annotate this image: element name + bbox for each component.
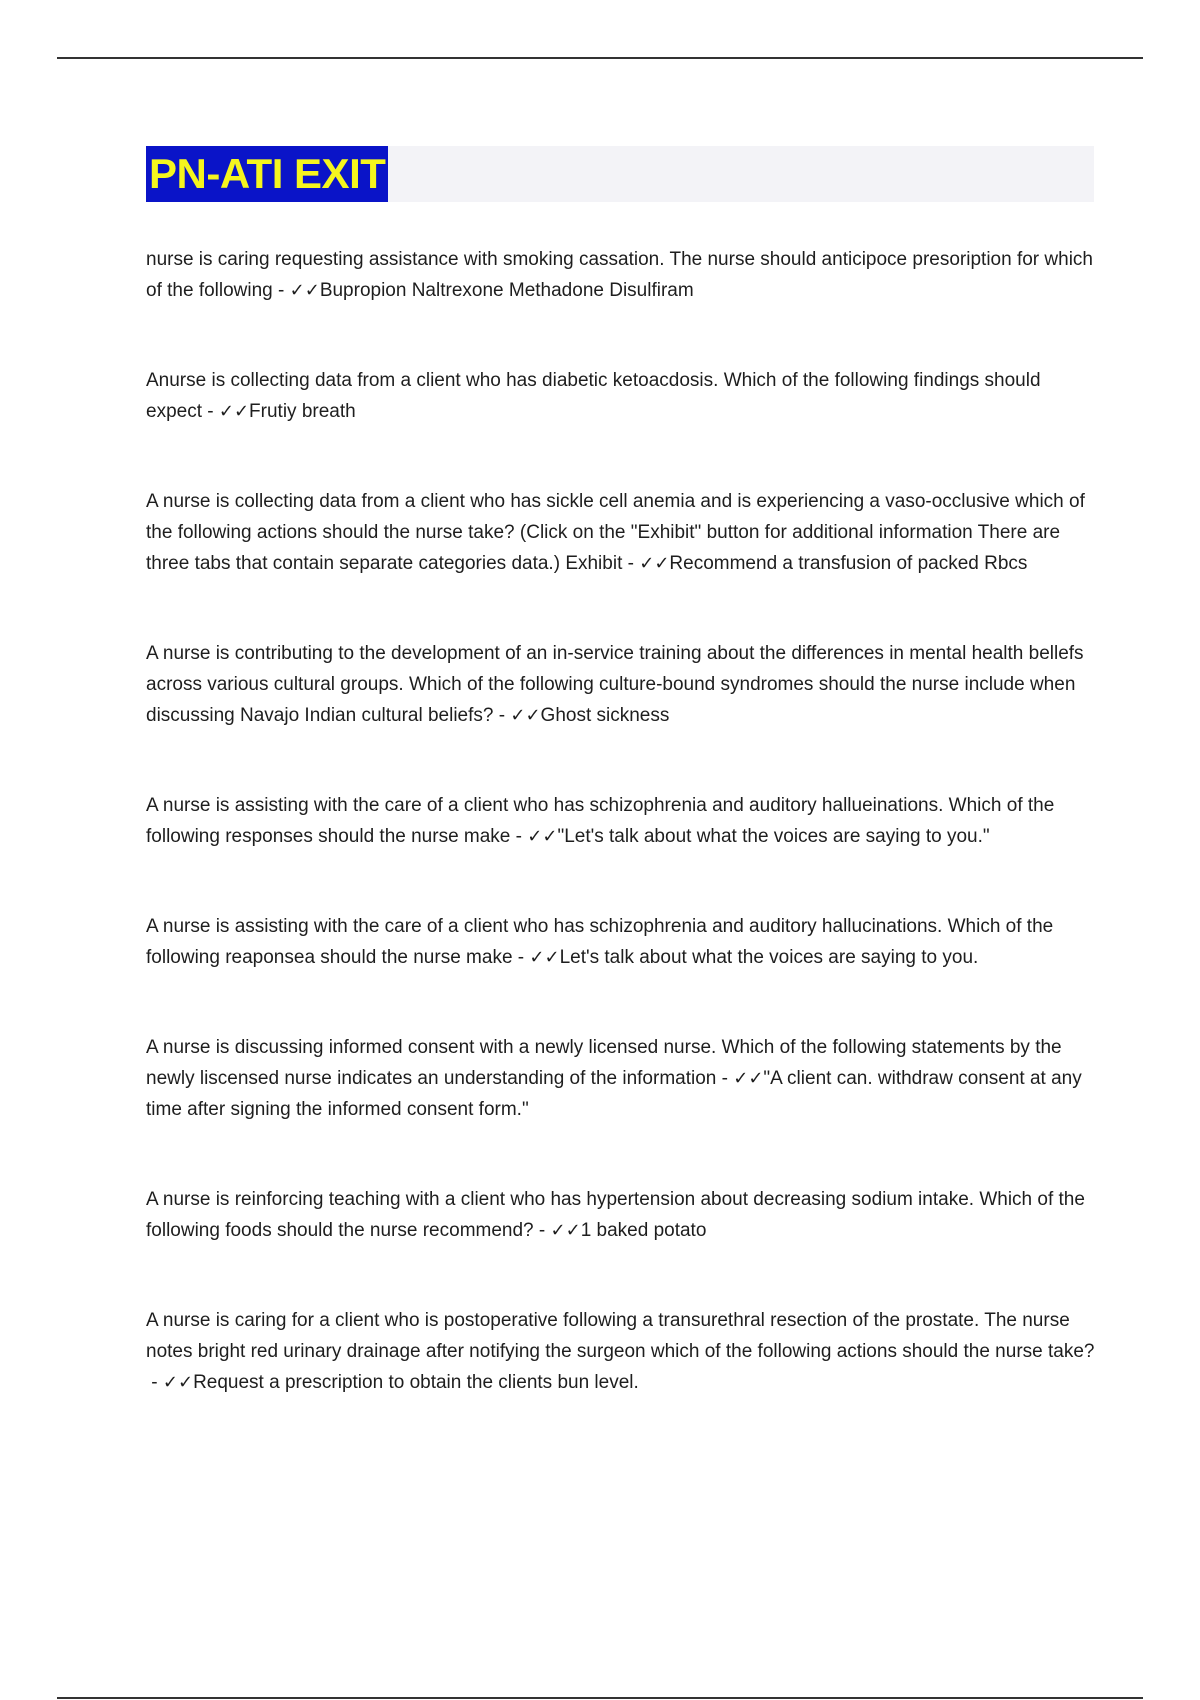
- separator: -: [622, 553, 640, 574]
- check-mark-icon: ✓✓: [733, 1068, 764, 1089]
- separator: -: [716, 1068, 734, 1089]
- answer-text: Recommend a transfusion of packed Rbcs: [669, 553, 1028, 574]
- separator: -: [512, 947, 530, 968]
- separator: -: [533, 1220, 551, 1241]
- answer-text: Bupropion Naltrexone Methadone Disulfiram: [319, 280, 694, 301]
- question-text: A nurse is assisting with the care of a client who has schizophrenia and auditory hallueinations. Which of the following responses should the nurse make: [146, 795, 1055, 847]
- check-mark-icon: ✓✓: [218, 401, 250, 422]
- qa-item: [146, 638, 1096, 731]
- check-mark-icon: ✓✓: [289, 280, 320, 301]
- qa-item: [146, 1184, 1096, 1246]
- separator: -: [146, 1372, 163, 1393]
- check-mark-icon: ✓✓: [510, 705, 541, 726]
- answer-text: 1 baked potato: [580, 1220, 707, 1241]
- question-text: A nurse is reinforcing teaching with a client who has hypertension about decreasing sodium intake. Which of the following foods should the nurse recommend?: [146, 1189, 1085, 1241]
- question-text: A nurse is caring for a client who is postoperative following a transurethral resection of the prostate. The nurse notes bright red urinary drainage after notifying the surgeon which of the following actions should the nurse take?: [146, 1310, 1095, 1362]
- answer-text: "Let's talk about what the voices are saying to you.": [557, 826, 990, 847]
- separator: -: [272, 280, 290, 301]
- question-text: nurse is caring requesting assistance with smoking cassation. The nurse should anticipoce presoription for which of the following: [146, 249, 1093, 301]
- answer-text: Ghost sickness: [540, 705, 670, 726]
- check-mark-icon: ✓✓: [162, 1372, 194, 1393]
- question-text: A nurse is collecting data from a client who has sickle cell anemia and is experiencing a vaso-occlusive which of the following actions should the nurse take? (Click on the "Exhibit" button for additional information There are three tabs that contain separate categories data.) Exhibit: [146, 491, 1085, 574]
- answer-text: "A client can. withdraw consent at any time after signing the informed consent form.": [146, 1068, 1082, 1120]
- question-text: Anurse is collecting data from a client who has diabetic ketoacdosis. Which of the following findings should expect: [146, 370, 1041, 422]
- answer-text: Let's talk about what the voices are saying to you.: [559, 947, 979, 968]
- check-mark-icon: ✓✓: [527, 826, 558, 847]
- question-text: A nurse is discussing informed consent with a newly licensed nurse. Which of the following statements by the newly liscensed nurse indicates an understanding of the information: [146, 1037, 1062, 1089]
- question-text: A nurse is assisting with the care of a client who has schizophrenia and auditory hallucinations. Which of the following reaponsea should the nurse make: [146, 916, 1054, 968]
- qa-item: [146, 1032, 1096, 1125]
- bottom-rule: [57, 1697, 1143, 1699]
- separator: -: [510, 826, 528, 847]
- separator: -: [493, 705, 511, 726]
- separator: -: [201, 401, 219, 422]
- question-text: A nurse is contributing to the development of an in-service training about the differences in mental health bellefs across various cultural groups. Which of the following culture-bound syndromes should the nurse include when discussing Navajo Indian cultural beliefs?: [146, 643, 1084, 726]
- check-mark-icon: ✓✓: [529, 947, 560, 968]
- qa-item: [146, 790, 1096, 852]
- qa-item: [146, 911, 1096, 973]
- top-rule: [57, 57, 1143, 59]
- document-title: PN-ATI EXIT: [146, 146, 388, 202]
- qa-item: [146, 244, 1096, 306]
- qa-item: [146, 365, 1096, 427]
- check-mark-icon: ✓✓: [550, 1220, 581, 1241]
- qa-item: [146, 486, 1096, 579]
- answer-text: Frutiy breath: [249, 401, 356, 422]
- check-mark-icon: ✓✓: [639, 553, 670, 574]
- answer-text: Request a prescription to obtain the clients bun level.: [193, 1372, 639, 1393]
- qa-list: [146, 244, 1096, 1457]
- qa-item: [146, 1305, 1096, 1398]
